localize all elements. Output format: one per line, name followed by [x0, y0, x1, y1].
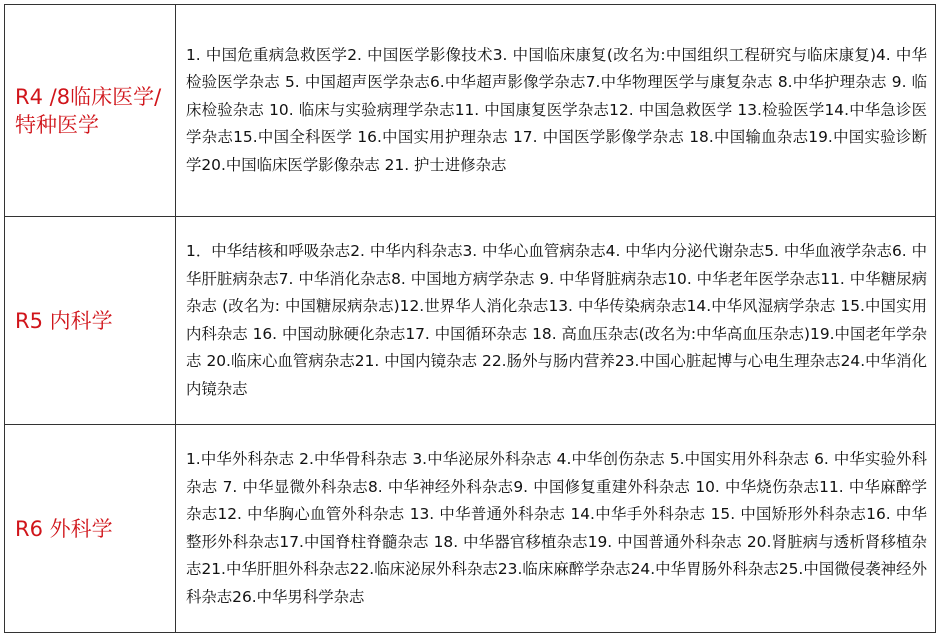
- journal-table: [4, 4, 936, 633]
- table-row: [5, 425, 936, 633]
- category-cell-r6: R6 外科学: [5, 425, 176, 633]
- journal-list-r6: 1.中华外科杂志 2.中华骨科杂志 3.中华泌尿外科杂志 4.中华创伤杂志 5.中国实用外科杂志 6. 中华实验外科杂志 7. 中华显微外科杂志8. 中华神经外科杂志9. 中国修复重建外科杂志 10. 中华烧伤杂志11. 中华麻醉学杂志12. 中华胸心血管外科杂志 13. 中华普通外科杂志 14.中华手外科杂志 15. 中国矫形外科杂志16. 中华整形外科杂志17.中国脊柱脊髓杂志 18. 中华器官移植杂志19. 中国普通外科杂志 20.肾脏病与透析肾移植杂志21.中华肝胆外科杂志22.临床泌尿外科杂志23.临床麻醉学杂志24.中华胃肠外科杂志25.中国微侵袭神经外科杂志26.中华男科学杂志: [176, 425, 936, 633]
- journal-list-r4: 1. 中国危重病急救医学2. 中国医学影像技术3. 中国临床康复(改名为:中国组织工程研究与临床康复)4. 中华检验医学杂志 5. 中国超声医学杂志6.中华超声影像学杂志7.中华物理医学与康复杂志 8.中华护理杂志 9. 临床检验杂志 10. 临床与实验病理学杂志11. 中国康复医学杂志12. 中国急救医学 13.检验医学14.中华急诊医学杂志15.中国全科医学 16.中国实用护理杂志 17. 中国医学影像学杂志 18.中国输血杂志19.中国实验诊断学20.中国临床医学影像杂志 21. 护士进修杂志: [176, 5, 936, 217]
- journal-list-r5: 1．中华结核和呼吸杂志2. 中华内科杂志3. 中华心血管病杂志4. 中华内分泌代谢杂志5. 中华血液学杂志6. 中华肝脏病杂志7. 中华消化杂志8. 中国地方病学杂志 9. 中华肾脏病杂志10. 中华老年医学杂志11. 中华糖尿病杂志 (改名为: 中国糖尿病杂志)12.世界华人消化杂志13. 中华传染病杂志14.中华风湿病学杂志 15.中国实用内科杂志 16. 中国动脉硬化杂志17. 中国循环杂志 18. 高血压杂志(改名为:中华高血压杂志)19.中国老年学杂志 20.临床心血管病杂志21. 中国内镜杂志 22.肠外与肠内营养23.中国心脏起博与心电生理杂志24.中华消化内镜杂志: [176, 217, 936, 425]
- category-cell-r5: R5 内科学: [5, 217, 176, 425]
- page-container: [4, 4, 936, 632]
- table-row: [5, 217, 936, 425]
- category-cell-r4: R4 /8临床医学/特种医学: [5, 5, 176, 217]
- table-row: [5, 5, 936, 217]
